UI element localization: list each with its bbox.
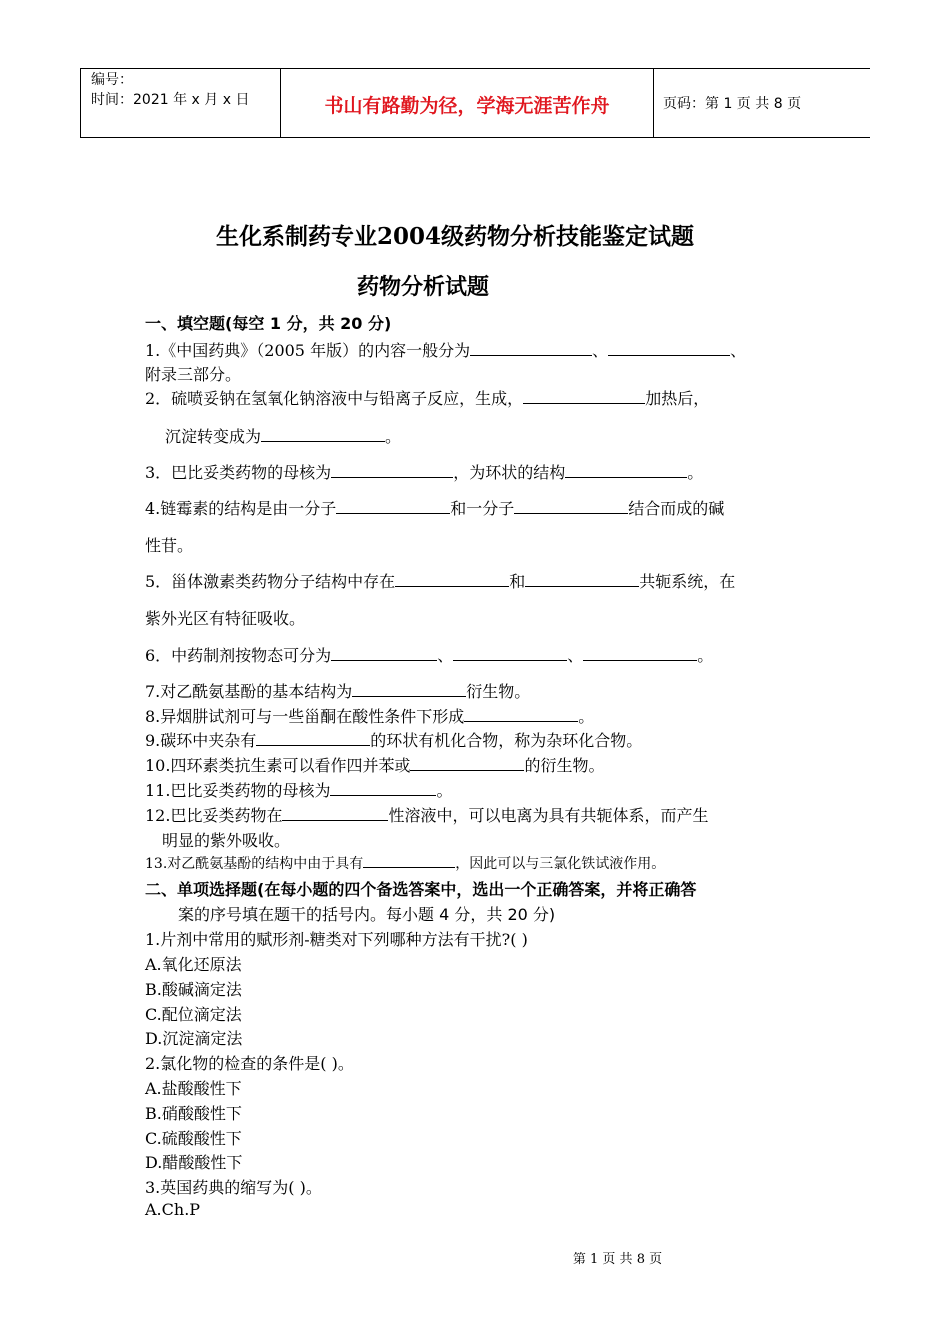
answer-blank	[331, 645, 437, 661]
answer-blank	[565, 462, 687, 478]
mc-option: D.醋酸酸性下	[145, 1153, 243, 1172]
page-footer: 第 1 页 共 8 页	[572, 1252, 663, 1267]
section1-heading: 一、填空题(每空 1 分，共 20 分)	[145, 314, 392, 333]
document-title: 生化系制药专业2004级药物分析技能鉴定试题	[215, 223, 694, 250]
time-label: 时间：2021 年 x 月 x 日	[91, 92, 250, 108]
question-12: 12.巴比妥类药物在 性溶液中，可以电离为具有共轭体系，而产生	[145, 806, 709, 825]
mc-option: A.Ch.P	[145, 1200, 201, 1219]
section2-heading: 二、单项选择题(在每小题的四个备选答案中，选出一个正确答案，并将正确答	[145, 880, 697, 899]
question-2: 2．硫喷妥钠在氢氧化钠溶液中与铅离子反应，生成， 加热后，	[145, 389, 710, 408]
mc-option: B.硝酸酸性下	[145, 1104, 242, 1123]
question-5: 5．甾体激素类药物分子结构中存在 和 共轭系统，在	[145, 572, 736, 591]
question-8: 8.异烟肼试剂可与一些甾酮在酸性条件下形成 。	[145, 707, 595, 726]
question-4-cont: 性苷。	[145, 536, 194, 555]
answer-blank	[282, 805, 388, 821]
mc-option: A.盐酸酸性下	[145, 1079, 242, 1098]
answer-blank	[608, 340, 730, 356]
mc-option: B.酸碱滴定法	[145, 980, 242, 999]
mc-question-3: 3.英国药典的缩写为( )。	[145, 1178, 322, 1197]
answer-blank	[514, 498, 628, 514]
question-6: 6．中药制剂按物态可分为 、 、 。	[145, 646, 714, 665]
question-7: 7.对乙酰氨基酚的基本结构为 衍生物。	[145, 682, 531, 701]
question-10: 10.四环素类抗生素可以看作四并苯或 的衍生物。	[145, 756, 605, 775]
question-4: 4.链霉素的结构是由一分子 和一分子 结合而成的碱	[145, 499, 725, 518]
answer-blank	[256, 730, 370, 746]
question-13: 13.对乙酰氨基酚的结构中由于具有 ，因此可以与三氯化铁试液作用。	[145, 856, 666, 872]
mc-option: D.沉淀滴定法	[145, 1029, 243, 1048]
answer-blank	[523, 388, 645, 404]
header-left-cell	[80, 69, 281, 137]
answer-blank	[261, 426, 385, 442]
answer-blank	[363, 854, 455, 868]
number-label: 编号：	[91, 72, 133, 88]
mc-option: C.配位滴定法	[145, 1005, 242, 1024]
question-12-cont: 明显的紫外吸收。	[162, 831, 291, 850]
answer-blank	[395, 571, 509, 587]
answer-blank	[330, 780, 436, 796]
answer-blank	[331, 462, 453, 478]
question-2-cont: 沉淀转变成为 。	[165, 427, 402, 446]
answer-blank	[336, 498, 450, 514]
mc-question-2: 2.氯化物的检查的条件是( )。	[145, 1054, 354, 1073]
question-11: 11.巴比妥类药物的母核为 。	[145, 781, 453, 800]
mc-option: A.氧化还原法	[145, 955, 242, 974]
answer-blank	[464, 706, 578, 722]
answer-blank	[583, 645, 697, 661]
header-middle-cell	[280, 69, 654, 137]
question-1-cont: 附录三部分。	[145, 365, 242, 384]
answer-blank	[525, 571, 639, 587]
motto-text: 书山有路勤为径，学海无涯苦作舟	[324, 95, 610, 117]
question-9: 9.碳环中夹杂有 的环状有机化合物，称为杂环化合物。	[145, 731, 643, 750]
question-5-cont: 紫外光区有特征吸收。	[145, 609, 306, 628]
header-right-cell	[653, 69, 870, 137]
answer-blank	[410, 755, 524, 771]
mc-option: C.硫酸酸性下	[145, 1129, 242, 1148]
page-info: 页码：第 1 页 共 8 页	[663, 96, 802, 112]
page-header	[80, 68, 870, 138]
answer-blank	[470, 340, 592, 356]
answer-blank	[453, 645, 567, 661]
question-3: 3．巴比妥类药物的母核为 ，为环状的结构 。	[145, 463, 704, 482]
question-1: 1.《中国药典》（2005 年版）的内容一般分为 、 、	[145, 341, 747, 360]
answer-blank	[352, 681, 466, 697]
section2-heading-cont: 案的序号填在题干的括号内。每小题 4 分，共 20 分)	[178, 905, 556, 924]
mc-question-1: 1.片剂中常用的赋形剂-糖类对下列哪种方法有干扰?( )	[145, 930, 528, 949]
document-subtitle: 药物分析试题	[356, 274, 489, 300]
